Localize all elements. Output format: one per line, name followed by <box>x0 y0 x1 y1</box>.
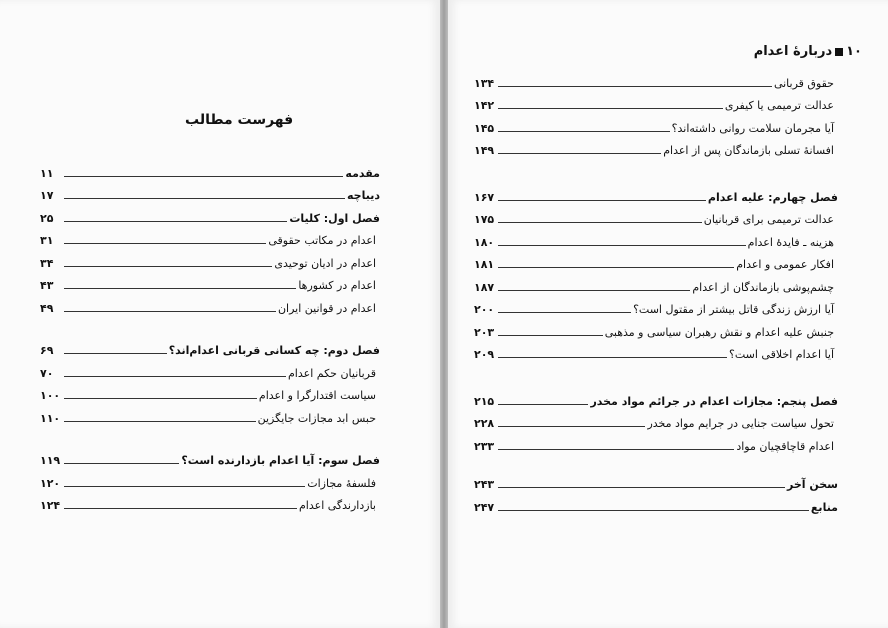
section-gap <box>40 316 380 336</box>
toc-left <box>40 158 380 513</box>
dotted-leader <box>498 222 702 223</box>
toc-entry <box>474 205 838 228</box>
toc-entry <box>474 409 838 432</box>
running-header <box>754 44 862 59</box>
toc-entry <box>474 91 838 114</box>
toc-entry-page: ۱۳۴ <box>474 76 495 90</box>
dotted-leader <box>64 376 286 377</box>
toc-entry <box>40 181 380 204</box>
toc-entry-label: مقدمه <box>345 166 380 180</box>
toc-entry-label: اعدام قاچاقچیان مواد <box>736 439 834 453</box>
toc-entry-page: ۲۴۳ <box>474 478 495 491</box>
toc-entry-label: بازدارندگی اعدام <box>299 499 376 512</box>
toc-entry-page: ۲۳۳ <box>474 439 495 453</box>
toc-entry-page: ۱۴۲ <box>474 99 495 112</box>
dotted-leader <box>64 311 276 312</box>
dotted-leader <box>498 426 645 427</box>
toc-entry <box>474 68 838 91</box>
toc-entry <box>474 340 838 363</box>
toc-entry-page: ۱۴۹ <box>474 144 495 157</box>
toc-entry-label: سیاست اقتدارگرا و اعدام <box>258 389 376 402</box>
toc-entry <box>474 113 838 136</box>
section-gap <box>40 426 380 446</box>
toc-entry-page: ۲۰۹ <box>474 348 495 361</box>
dotted-leader <box>498 131 670 132</box>
toc-entry <box>474 250 838 273</box>
toc-entry <box>474 136 838 159</box>
toc-entry-label: فصل سوم: آیا اعدام بازدارنده است؟ <box>181 454 380 467</box>
toc-entry-label: فصل دوم: چه کسانی قربانی اعدام‌اند؟ <box>168 344 380 357</box>
toc-entry-label: عدالت ترمیمی برای قربانیان <box>703 213 834 226</box>
dotted-leader <box>64 486 305 487</box>
toc-entry-label: اعدام در قوانین ایران <box>277 301 376 315</box>
dotted-leader <box>498 200 706 201</box>
header-page-number: ۱۰ <box>846 44 862 59</box>
toc-entry-page: ۲۴۷ <box>474 500 495 514</box>
toc-entry-page: ۱۷ <box>40 189 54 202</box>
section-gap <box>474 362 838 386</box>
left-page <box>0 0 440 628</box>
dotted-leader <box>64 221 287 222</box>
toc-entry-page: ۱۸۷ <box>474 280 495 294</box>
toc-entry <box>474 295 838 318</box>
toc-entry-label: عدالت ترمیمی یا کیفری <box>724 99 834 112</box>
toc-entry-page: ۳۴ <box>40 256 54 270</box>
dotted-leader <box>64 421 256 422</box>
toc-entry-page: ۱۱۹ <box>40 454 61 467</box>
dotted-leader <box>64 176 343 177</box>
toc-entry-page: ۱۱۰ <box>40 411 61 425</box>
toc-entry <box>40 491 380 514</box>
toc-entry-label: سخن آخر <box>786 478 838 491</box>
dotted-leader <box>64 463 179 464</box>
toc-right <box>474 68 838 515</box>
dotted-leader <box>498 449 734 450</box>
dotted-leader <box>64 198 345 199</box>
toc-entry-page: ۱۸۰ <box>474 235 495 249</box>
right-page <box>448 0 888 628</box>
toc-entry-label: قربانیان حکم اعدام <box>288 366 376 380</box>
toc-entry-label: افکار عمومی و اعدام <box>736 258 834 271</box>
toc-entry-label: دیباچه <box>347 189 380 202</box>
toc-entry-page: ۷۰ <box>40 366 54 380</box>
toc-entry-label: اعدام در مکاتب حقوقی <box>268 234 376 247</box>
toc-entry-page: ۴۹ <box>40 301 54 315</box>
toc-entry <box>474 317 838 340</box>
toc-entry <box>40 203 380 226</box>
toc-entry <box>474 470 838 493</box>
dotted-leader <box>64 353 167 354</box>
toc-entry-page: ۳۱ <box>40 234 54 247</box>
dotted-leader <box>498 245 746 246</box>
toc-entry-page: ۱۰۰ <box>40 389 61 402</box>
toc-entry-page: ۱۱ <box>40 166 54 180</box>
toc-entry <box>474 272 838 295</box>
toc-entry-label: آیا ارزش زندگی قاتل بیشتر از مقتول است؟ <box>633 303 834 316</box>
toc-entry <box>474 227 838 250</box>
toc-entry-page: ۲۵ <box>40 211 54 225</box>
toc-entry-page: ۱۸۱ <box>474 258 495 271</box>
toc-title: فهرست مطالب <box>185 112 294 128</box>
toc-entry-label: فصل پنجم: مجازات اعدام در جرائم مواد مخدر <box>590 394 838 408</box>
toc-entry <box>40 271 380 294</box>
toc-entry <box>40 446 380 469</box>
toc-entry <box>40 336 380 359</box>
toc-entry-page: ۲۰۳ <box>474 325 495 339</box>
toc-entry-label: آیا اعدام اخلاقی است؟ <box>729 348 834 361</box>
toc-entry-label: فصل اول: کلیات <box>289 211 380 225</box>
toc-entry-label: منابع <box>810 500 838 514</box>
dotted-leader <box>64 398 257 399</box>
dotted-leader <box>498 86 772 87</box>
toc-entry-label: هزینه ـ فایدهٔ اعدام <box>747 235 834 249</box>
toc-entry <box>40 293 380 316</box>
dotted-leader <box>498 357 727 358</box>
dotted-leader <box>498 404 588 405</box>
toc-entry-page: ۲۱۵ <box>474 394 495 408</box>
toc-entry-page: ۲۰۰ <box>474 303 495 316</box>
toc-entry-label: آیا مجرمان سلامت روانی داشته‌اند؟ <box>671 121 834 135</box>
toc-entry <box>40 403 380 426</box>
header-title: دربارهٔ اعدام <box>753 44 833 59</box>
toc-entry-label: فصل چهارم: علیه اعدام <box>707 190 838 204</box>
toc-entry-label: حبس ابد مجازات جایگزین <box>257 411 376 425</box>
dotted-leader <box>498 267 734 268</box>
square-bullet-icon <box>835 48 843 56</box>
toc-entry-page: ۲۲۸ <box>474 417 495 430</box>
toc-entry-label: تحول سیاست جنایی در جرایم مواد مخدر <box>647 417 834 430</box>
toc-entry <box>474 386 838 409</box>
dotted-leader <box>498 108 723 109</box>
toc-entry <box>40 468 380 491</box>
dotted-leader <box>498 487 785 488</box>
toc-entry <box>40 381 380 404</box>
dotted-leader <box>64 288 296 289</box>
toc-entry-page: ۶۹ <box>40 344 54 357</box>
toc-entry <box>474 182 838 205</box>
toc-entry-label: فلسفهٔ مجازات <box>307 476 376 490</box>
section-gap <box>474 158 838 182</box>
dotted-leader <box>498 290 690 291</box>
toc-entry-label: افسانهٔ تسلی بازماندگان پس از اعدام <box>663 144 834 157</box>
toc-entry-page: ۱۲۰ <box>40 476 61 490</box>
toc-entry <box>40 158 380 181</box>
toc-entry <box>40 358 380 381</box>
toc-entry-page: ۱۴۵ <box>474 121 495 135</box>
toc-entry-label: اعدام در کشورها <box>298 279 376 292</box>
toc-entry-label: اعدام در ادیان توحیدی <box>274 256 376 270</box>
dotted-leader <box>498 335 603 336</box>
toc-entry-label: جنبش علیه اعدام و نقش رهبران سیاسی و مذهبی <box>604 325 834 339</box>
dotted-leader <box>498 312 631 313</box>
toc-entry-label: حقوق قربانی <box>773 76 834 90</box>
toc-entry-page: ۴۳ <box>40 279 54 292</box>
toc-entry <box>40 248 380 271</box>
toc-entry <box>474 431 838 454</box>
dotted-leader <box>498 510 809 511</box>
dotted-leader <box>64 243 266 244</box>
toc-entry-page: ۱۲۴ <box>40 499 61 512</box>
toc-entry <box>474 492 838 515</box>
toc-entry-page: ۱۷۵ <box>474 213 495 226</box>
dotted-leader <box>64 508 297 509</box>
section-gap <box>474 454 838 470</box>
book-gutter <box>440 0 448 628</box>
dotted-leader <box>64 266 272 267</box>
dotted-leader <box>498 153 661 154</box>
toc-entry-label: چشم‌پوشی بازماندگان از اعدام <box>692 280 834 294</box>
toc-entry-page: ۱۶۷ <box>474 190 495 204</box>
toc-entry <box>40 226 380 249</box>
